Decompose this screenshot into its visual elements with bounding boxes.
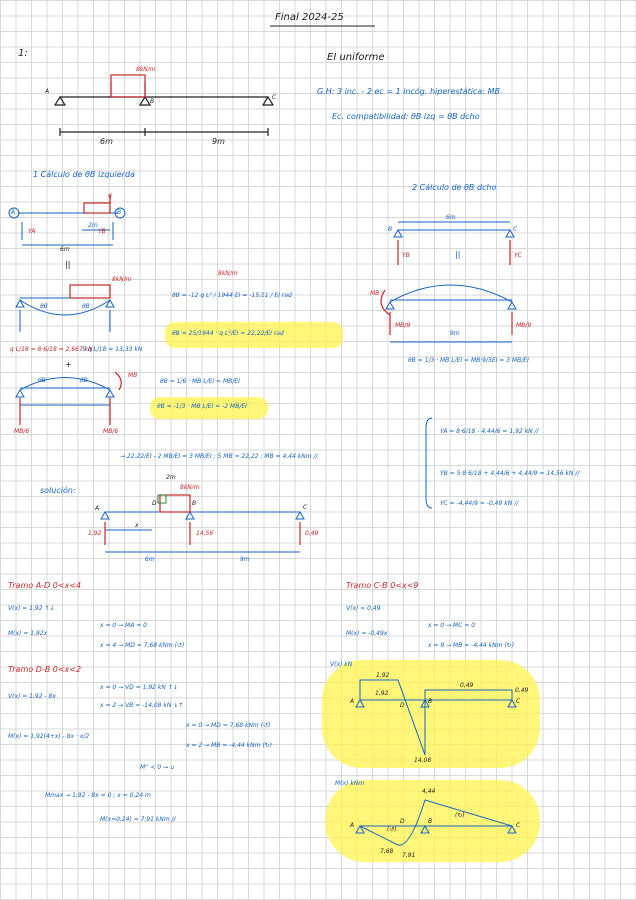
step1-node-b: B — [117, 209, 122, 216]
tramo-db-mmax: Mmax → 1,92 - 8x = 0 ; x = 0,24 m — [45, 792, 151, 799]
step1-node-a: A — [11, 209, 16, 216]
moment-val-3: 7,91 — [402, 852, 416, 859]
tramo-cb-c1: x = 0 → MC = 0 — [428, 622, 476, 629]
step2-r2: MB/9 — [516, 322, 532, 329]
tramo-db-v: V(x) = 1,92 - 8x — [8, 693, 56, 700]
tramo-db-c4: x = 2 → MB = -4,44 kNm (↻) — [186, 742, 273, 749]
tramo-db-mcero: M'' < 0 → ∪ — [140, 764, 175, 771]
shear-val-5: 14,08 — [414, 757, 432, 764]
step2-node-b: B — [388, 226, 393, 233]
step1-react-mb2: MB/6 — [103, 428, 119, 435]
tramo-cb-v: V(x) = 0,49 — [346, 605, 381, 612]
step1-react-mb1: MB/6 — [14, 428, 30, 435]
solution-span1: 6m — [145, 556, 155, 563]
step1-mb-case: θB = 1/6 · MB L/EI = MB/EI — [160, 378, 240, 385]
main-beam — [55, 97, 273, 136]
step1-deformed — [16, 298, 114, 332]
tramo-ad-c1: x = 0 → MA = 0 — [100, 622, 147, 629]
step2-node-c: C — [513, 226, 518, 233]
step1-mb-result: θB = -1/3 · MB L/EI = -2 MB/EI — [157, 403, 247, 410]
step2-mb: MB — [370, 290, 380, 297]
step1-react1: q L/18 = 8·6/18 = 2,667 kN — [10, 346, 93, 353]
solution-node-c: C — [303, 504, 308, 511]
solution-yc: 0,49 — [305, 530, 319, 537]
step1-mb-label: MB — [128, 372, 138, 379]
reaction-yb: YB = 5·8·6/18 + 4,44/6 + 4,44/9 = 14,56 kN // — [440, 470, 580, 477]
moment-mark-1: (↺) — [387, 826, 397, 833]
tramo-ad-c2: x = 4 → MD = 7,68 kNm (↺) — [100, 642, 185, 649]
moment-node-a: A — [350, 822, 355, 829]
main-load — [111, 75, 145, 97]
step2-len: 6m — [446, 214, 456, 221]
moment-mark-2: (↻) — [455, 812, 465, 819]
step2-yc: YC — [514, 252, 522, 259]
node-a: A — [45, 88, 50, 95]
step1-ya: YA — [28, 228, 36, 235]
tramo-db-mval: M(x=0,24) = 7,91 kNm // — [100, 816, 176, 823]
step1-parallel: || — [65, 260, 71, 269]
step1-q: q — [108, 192, 112, 199]
tramo-db-m: M(x) = 1,92(4+x) - 8x · x/2 — [8, 733, 90, 740]
node-b: B — [150, 98, 155, 105]
main-load-label: 8kN/m — [136, 66, 156, 73]
shear-node-b: B — [428, 698, 433, 705]
step1-load — [84, 195, 110, 213]
step1-title: 1 Cálculo de θB izquierda — [33, 170, 135, 179]
solution-load: 8kN/m — [180, 484, 200, 491]
step1-theta-loaded: θB = -12 q L³ / 1944 EI = -15,11 / EI rad — [172, 292, 292, 299]
moment-val-2: 7,68 — [380, 848, 394, 855]
step2-r1: MB/9 — [395, 322, 411, 329]
solution-dist: 2m — [166, 474, 176, 481]
step1-theta-result: θB = 25/1944 · q L³/EI = 22,22/EI rad — [172, 330, 284, 337]
tramo-db-c1: x = 0 → VD = 1,92 kN ↑↓ — [100, 684, 178, 691]
span-bc: 9m — [212, 137, 225, 146]
solution-equation: → 22,22/EI - 2 MB/EI = 3 MB/EI ; 5 MB = 22,22 ; MB = 4,44 kNm // — [120, 453, 318, 460]
solution-span2: 9m — [240, 556, 250, 563]
tramo-cb-title: Tramo C-B 0<x<9 — [346, 581, 419, 590]
solution-node-a: A — [95, 505, 100, 512]
tramo-cb-c2: x = 9 → MB = -4,44 kNm (↻) — [428, 642, 515, 649]
problem-number: 1: — [18, 48, 28, 59]
tramo-cb-m: M(x) = -0,49x — [346, 630, 388, 637]
moment-title: M(x) kNm — [335, 780, 365, 787]
step2-len9: 9m — [450, 330, 460, 337]
step2-parallel: || — [455, 250, 461, 259]
step1-theta-a: θB — [40, 303, 48, 310]
tramo-ad-title: Tramo A-D 0<x<4 — [8, 581, 82, 590]
tramo-db-c3: x = 0 → MD = 7,68 kNm (↺) — [186, 722, 271, 729]
shear-val-2: 1,92 — [375, 690, 389, 697]
moment-diagram — [356, 800, 516, 845]
step1-len: 6m — [60, 246, 70, 253]
span-ab: 6m — [100, 137, 113, 146]
reaction-yc: YC = -4,44/9 = -0,49 kN // — [440, 500, 519, 507]
step2-yb: YB — [402, 252, 410, 259]
solution-label: solución: — [40, 486, 76, 495]
page-title: Final 2024-25 — [275, 12, 344, 23]
step1-yb: YB — [98, 228, 106, 235]
shear-node-a: A — [350, 698, 355, 705]
solution-node-d: D — [152, 500, 157, 507]
moment-node-d: D — [400, 818, 405, 825]
step1-theta-b: θB — [82, 303, 90, 310]
solution-ya: 1,92 — [88, 530, 102, 537]
reaction-ya: YA = 8·6/18 - 4,44/6 = 1,92 kN // — [440, 428, 539, 435]
shear-title: V(x) kN — [330, 661, 353, 668]
shear-node-d: D — [400, 702, 405, 709]
step1-load-label: 8kN/m — [112, 276, 132, 283]
solution-yb: 14,56 — [196, 530, 214, 537]
gh-note: G.H: 3 inc. - 2 ec = 1 incóg. hiperestática: MB — [317, 87, 500, 96]
step1-mb-theta-a: θB — [38, 377, 46, 384]
step1-plus: + — [65, 360, 72, 369]
moment-val-1: 4,44 — [422, 788, 436, 795]
solution-node-b: B — [192, 500, 197, 507]
step1-loaded-load: 8kN/m — [218, 270, 238, 277]
tramo-ad-m: M(x) = 1,92x — [8, 630, 48, 637]
ei-note: EI uniforme — [327, 52, 385, 63]
moment-node-b: B — [428, 818, 433, 825]
node-c: C — [272, 94, 277, 101]
tramo-db-c2: x = 2 → VB = -14,08 kN ↓↑ — [100, 702, 184, 709]
step1-react2: 5 q L/18 = 13,33 kN — [82, 346, 143, 353]
shear-val-3: 0,49 — [460, 682, 474, 689]
compat-note: Ec. compatibilidad: θB izq = θB dcho — [332, 112, 480, 121]
step1-len2: 2m — [88, 222, 98, 229]
shear-val-4: 0,49 — [515, 687, 529, 694]
step2-theta: θB = 1/3 · MB L/EI = MB·9/3EI = 3 MB/EI — [408, 357, 529, 364]
shear-val-1: 1,92 — [376, 672, 390, 679]
step1-mb-beam — [16, 378, 114, 406]
moment-node-c: C — [516, 822, 521, 829]
tramo-ad-v: V(x) = 1,92 ↑↓ — [8, 605, 55, 612]
shear-node-c: C — [516, 698, 521, 705]
step2-title: 2 Cálculo de θB dcho — [412, 183, 497, 192]
tramo-db-title: Tramo D-B 0<x<2 — [8, 665, 82, 674]
solution-x: x — [135, 522, 139, 529]
step1-mb-theta-b: θB — [80, 377, 88, 384]
